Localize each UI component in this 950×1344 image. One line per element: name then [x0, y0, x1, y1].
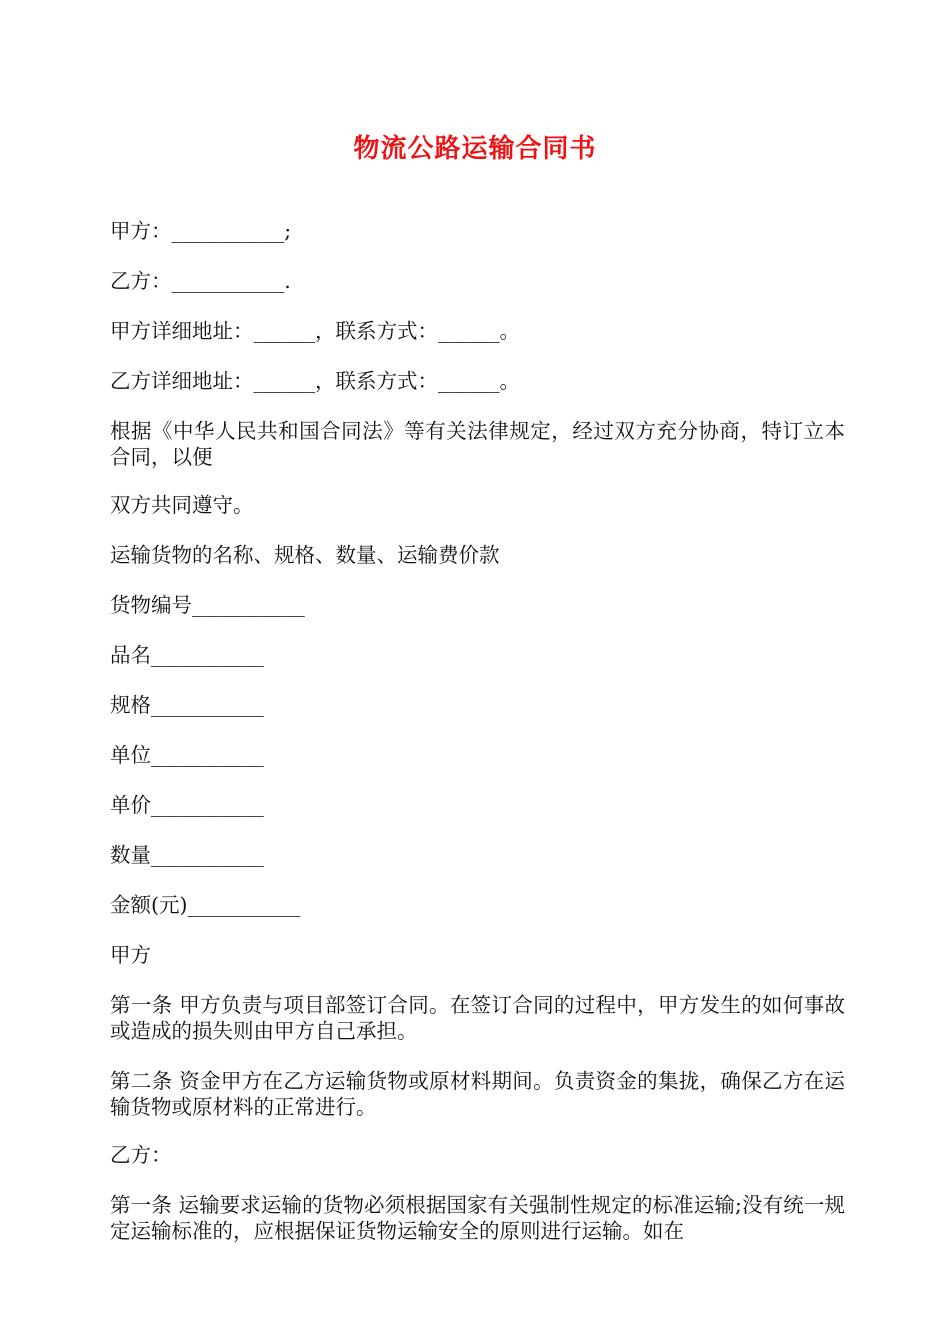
party-a-line: 甲方：___________;: [110, 219, 292, 243]
party-a-article-1: 第一条 甲方负责与项目部签订合同。在签订合同的过程中，甲方发生的如何事故或造成的损失则由甲方自己承担。: [110, 993, 845, 1043]
unit-field: 单位___________: [110, 743, 264, 767]
party-b-address-line: 乙方详细地址：______，联系方式：______。: [110, 369, 520, 393]
party-a-section-heading: 甲方: [110, 943, 151, 967]
unit-price-field: 单价___________: [110, 793, 264, 817]
party-b-section-heading: 乙方：: [110, 1143, 172, 1167]
party-a-address-line: 甲方详细地址：______，联系方式：______。: [110, 319, 520, 343]
party-b-line: 乙方：___________.: [110, 269, 291, 293]
preamble-paragraph: 根据《中华人民共和国合同法》等有关法律规定，经过双方充分协商，特订立本合同，以便: [110, 419, 845, 469]
product-name-field: 品名___________: [110, 643, 264, 667]
quantity-field: 数量___________: [110, 843, 264, 867]
specification-field: 规格___________: [110, 693, 264, 717]
goods-number-field: 货物编号___________: [110, 593, 305, 617]
goods-heading: 运输货物的名称、规格、数量、运输费价款: [110, 543, 500, 567]
document-title: 物流公路运输合同书: [353, 134, 597, 164]
party-a-article-2: 第二条 资金甲方在乙方运输货物或原材料期间。负责资金的集拢，确保乙方在运输货物或原材料的正常进行。: [110, 1069, 845, 1119]
preamble-continuation: 双方共同遵守。: [110, 493, 254, 517]
amount-field: 金额(元)___________: [110, 893, 301, 917]
party-b-article-1: 第一条 运输要求运输的货物必须根据国家有关强制性规定的标准运输;没有统一规定运输标准的，应根据保证货物运输安全的原则进行运输。如在: [110, 1193, 845, 1243]
